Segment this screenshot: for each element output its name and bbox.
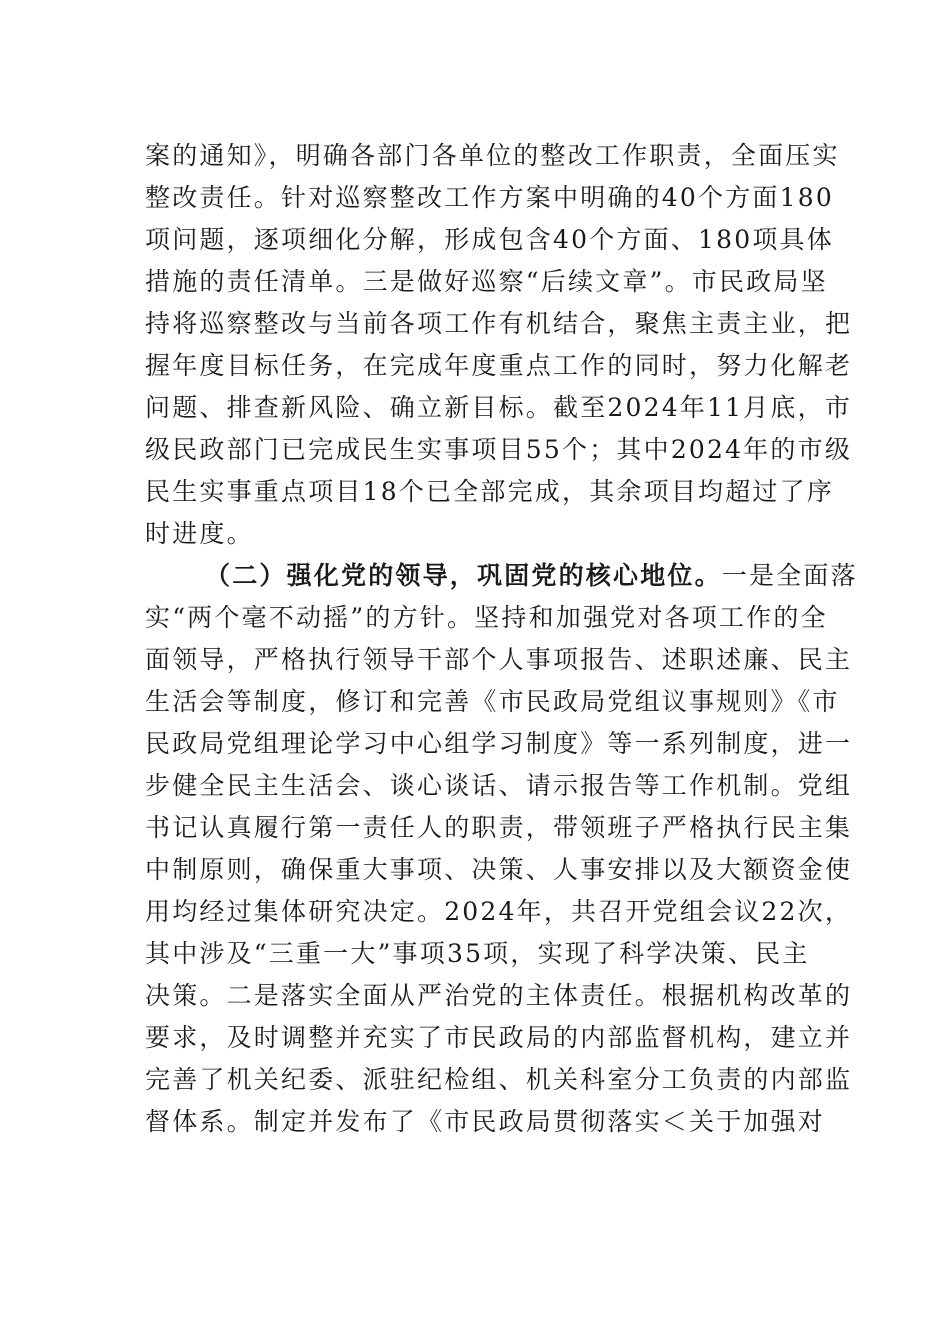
- paragraph-line: 时进度。: [145, 519, 254, 548]
- paragraph-line: 实“两个毫不动摇”的方针。坚持和加强党对各项工作的全: [145, 603, 828, 632]
- paragraph-line: 持将巡察整改与当前各项工作有机结合，聚焦主责主业，把: [145, 309, 853, 338]
- paragraph-line: 民政局党组理论学习中心组学习制度》等一系列制度，进一: [145, 729, 853, 758]
- paragraph-line: 步健全民主生活会、谈心谈话、请示报告等工作机制。党组: [145, 771, 853, 800]
- paragraph-line: 完善了机关纪委、派驻纪检组、机关科室分工负责的内部监: [145, 1065, 853, 1094]
- section-heading: （二）强化党的领导，巩固党的核心地位。: [205, 561, 722, 590]
- paragraph-line: 民生实事重点项目18个已全部完成，其余项目均超过了序: [145, 477, 835, 506]
- paragraph-line: 问题、排查新风险、确立新目标。截至2024年11月底，市: [145, 393, 853, 422]
- paragraph-line: 面领导，严格执行领导干部个人事项报告、述职述廉、民主: [145, 645, 853, 674]
- paragraph-line: 中制原则，确保重大事项、决策、人事安排以及大额资金使: [145, 855, 853, 884]
- section-heading-line: [205, 556, 858, 596]
- paragraph-line: 书记认真履行第一责任人的职责，带领班子严格执行民主集: [145, 813, 853, 842]
- paragraph-line: 决策。二是落实全面从严治党的主体责任。根据机构改革的: [145, 981, 853, 1010]
- paragraph-line: 用均经过集体研究决定。2024年，共召开党组会议22次，: [145, 897, 853, 926]
- paragraph-line: 要求，及时调整并充实了市民政局的内部监督机构，建立并: [145, 1023, 853, 1052]
- paragraph-line: 项问题，逐项细化分解，形成包含40个方面、180项具体: [145, 225, 834, 254]
- paragraph-line: 措施的责任清单。三是做好巡察“后续文章”。市民政局坚: [145, 267, 828, 296]
- paragraph-line: 级民政部门已完成民生实事项目55个；其中2024年的市级: [145, 435, 853, 464]
- paragraph-line: 其中涉及“三重一大”事项35项，实现了科学决策、民主: [145, 939, 810, 968]
- paragraph-line: 握年度目标任务，在完成年度重点工作的同时，努力化解老: [145, 351, 853, 380]
- paragraph-line: 案的通知》，明确各部门各单位的整改工作职责，全面压实: [145, 141, 840, 170]
- paragraph-line: 督体系。制定并发布了《市民政局贯彻落实＜关于加强对: [145, 1107, 826, 1136]
- paragraph-line: 生活会等制度，修订和完善《市民政局党组议事规则》《市: [145, 687, 840, 716]
- paragraph-line: 整改责任。针对巡察整改工作方案中明确的40个方面180: [145, 183, 834, 212]
- section-heading-continuation: 一是全面落: [721, 561, 858, 590]
